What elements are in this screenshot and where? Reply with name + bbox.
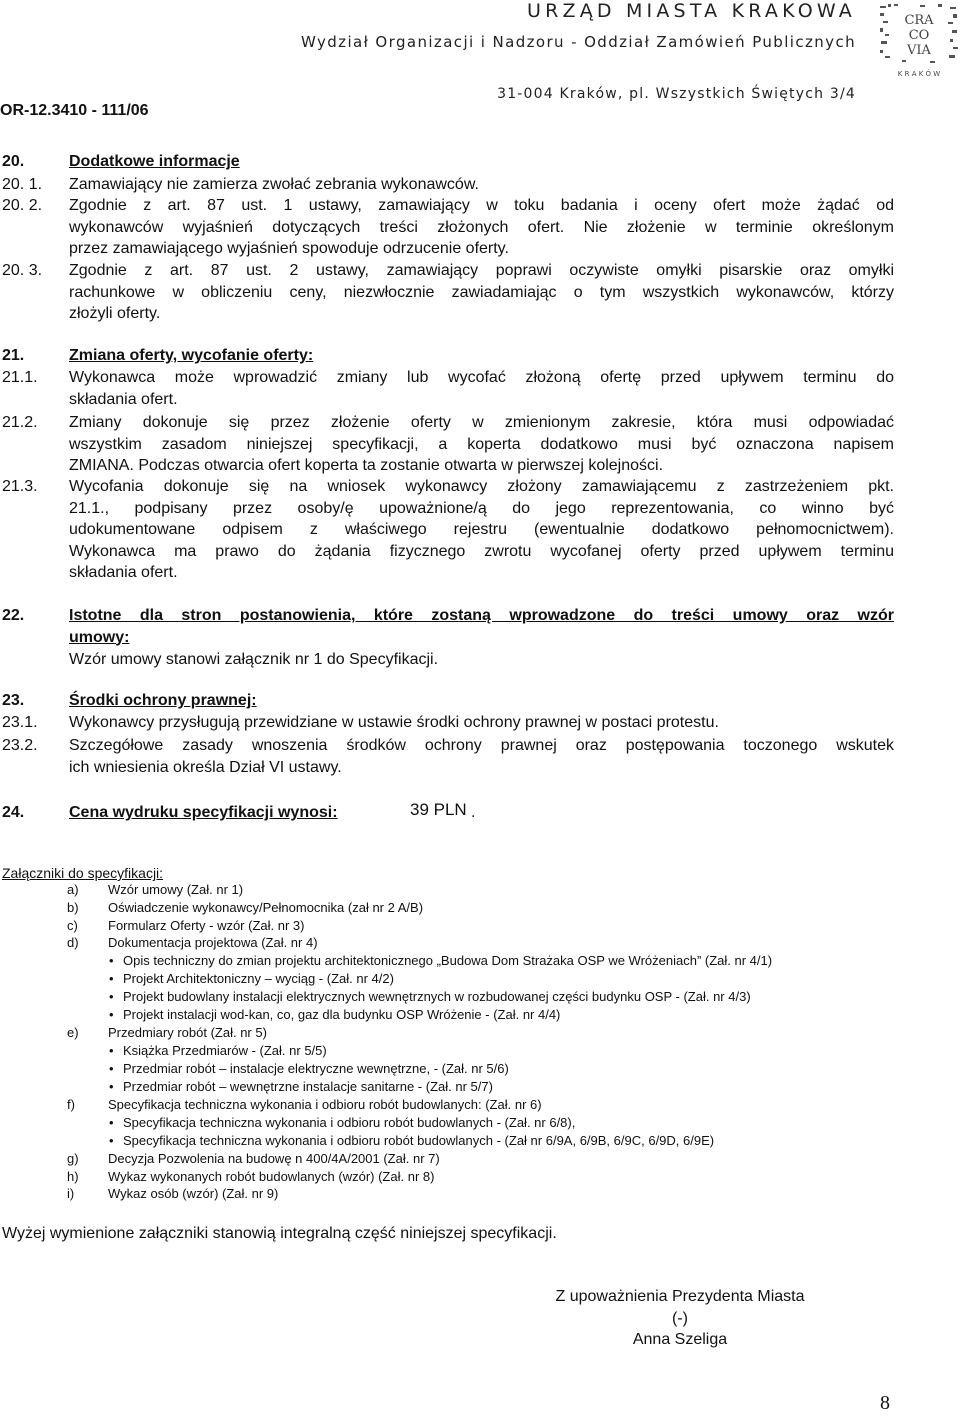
signature-authorization: Z upoważnienia Prezydenta Miasta bbox=[555, 1288, 805, 1305]
attachment-i-text: Wykaz osób (wzór) (Zał. nr 9) bbox=[108, 1186, 279, 1201]
item-23-2-number: 23.2. bbox=[2, 737, 38, 754]
attachment-e-sub-2: • Przedmiar robót – instalacje elektryczne wewnętrzne, - (Zał. nr 5/6) bbox=[123, 1061, 509, 1077]
item-20-2-line-3: przez zamawiającego wyjaśnień spowoduje odrzucenie oferty. bbox=[69, 240, 509, 257]
logo-text-via: VIA bbox=[907, 43, 931, 58]
attachment-i-label: i) bbox=[67, 1186, 75, 1201]
item-21-1-text bbox=[69, 367, 894, 410]
attachment-e-sub-3: • Przedmiar robót – wewnętrzne instalacje sanitarne - (Zał. nr 5/7) bbox=[123, 1079, 493, 1095]
attachment-d-sub-2: • Projekt Architektoniczny – wyciąg - (Zał. nr 4/2) bbox=[123, 971, 394, 987]
page-number: 8 bbox=[880, 1392, 890, 1414]
item-23-1-number: 23.1. bbox=[2, 714, 38, 731]
attachment-d-label: d) bbox=[67, 935, 79, 950]
item-21-1-line-2: składania ofert. bbox=[69, 390, 178, 408]
item-23-2-text bbox=[69, 735, 894, 778]
item-21-3-line-4: Wykonawca ma prawo do żądania fizycznego zwrotu wycofanej oferty przed upływem terminu bbox=[69, 542, 894, 560]
attachment-c-label: c) bbox=[67, 918, 78, 933]
cracovia-logo bbox=[880, 4, 958, 80]
signature-mark: (-) bbox=[672, 1309, 688, 1327]
section-20-number: 20. bbox=[2, 153, 25, 170]
attachments-heading: Załączniki do specyfikacji: bbox=[2, 865, 164, 881]
item-23-2-line-1: Szczegółowe zasady wnoszenia środków ochrony prawnej oraz postępowania toczonego wskutek bbox=[69, 737, 894, 754]
item-20-1-text: Zamawiający nie zamierza zwołać zebrania wykonawców. bbox=[69, 176, 479, 193]
attachment-e-label: e) bbox=[67, 1025, 79, 1040]
item-21-2-line-2: wszystkim zasadom niniejszej specyfikacji, a koperta dodatkowo musi być oznaczona napisem bbox=[69, 435, 894, 453]
attachment-e-text: Przedmiary robót (Zał. nr 5) bbox=[108, 1025, 267, 1040]
item-21-1-number: 21.1. bbox=[2, 369, 38, 386]
item-21-2-line-1: Zmiany dokonuje się przez złożenie oferty w zmienionym zakresie, która musi odpowiadać bbox=[69, 414, 894, 431]
signature-block bbox=[520, 1286, 840, 1351]
item-21-2-line-3: ZMIANA. Podczas otwarcia ofert koperta ta zostanie otwarta w pierwszej kolejności. bbox=[69, 457, 664, 474]
spec-price-period: . bbox=[471, 804, 476, 821]
item-20-3-number: 20. 3. bbox=[2, 262, 43, 279]
item-21-1-line-1: Wykonawca może wprowadzić zmiany lub wycofać złożoną ofertę przed upływem terminu do bbox=[69, 369, 894, 386]
item-21-3-line-1: Wycofania dokonuje się na wniosek wykonawcy złożony zamawiającemu z zastrzeżeniem pkt. bbox=[69, 478, 894, 495]
item-20-3-line-3: złożyli oferty. bbox=[69, 305, 161, 322]
closing-statement: Wyżej wymienione załączniki stanowią integralną część niniejszej specyfikacji. bbox=[2, 1225, 557, 1242]
item-21-3-line-3: udokumentowane odpisem z właściwego rejestru (ewentualnie dodatkowo pełnomocnictwem). bbox=[69, 521, 894, 538]
section-22-title bbox=[69, 605, 894, 648]
section-24-title: Cena wydruku specyfikacji wynosi: bbox=[69, 804, 338, 821]
item-20-3-line-2: rachunkowe w obliczeniu ceny, niezwłocznie zawiadamiając o tym wszystkich wykonawców, którzy bbox=[69, 283, 894, 301]
attachment-f-sub-1: • Specyfikacja techniczna wykonania i odbioru robót budowlanych - (Zał. nr 6/8), bbox=[123, 1115, 575, 1131]
section-22-title-line-1: Istotne dla stron postanowienia, które zostaną wprowadzone do treści umowy oraz wzór bbox=[69, 607, 894, 624]
item-23-2-line-2: ich wniesienia określa Dział VI ustawy. bbox=[69, 758, 342, 776]
department-name: Wydział Organizacji i Nadzoru - Oddział Zamówień Publicznych bbox=[301, 33, 856, 51]
attachment-e-sub-1: • Książka Przedmiarów - (Zał. nr 5/5) bbox=[123, 1043, 327, 1059]
attachment-b-label: b) bbox=[67, 900, 79, 915]
item-20-2-number: 20. 2. bbox=[2, 197, 43, 214]
item-21-3-number: 21.3. bbox=[2, 478, 38, 495]
item-20-2-line-2: wykonawców wyjaśnień dotyczących treści złożonych ofert. Nie złożenie w terminie określonym bbox=[69, 218, 894, 236]
item-20-1-number: 20. 1. bbox=[2, 176, 43, 193]
item-21-3-line-2: 21.1., podpisany przez osoby/ę upoważnione/ą do jego reprezentowania, co winno być bbox=[69, 499, 894, 517]
item-21-2-text bbox=[69, 412, 894, 477]
item-20-2-text bbox=[69, 195, 894, 260]
reference-number: OR-12.3410 - 111/06 bbox=[0, 102, 149, 119]
attachment-h-label: h) bbox=[67, 1169, 79, 1184]
spec-price-value: 39 PLN bbox=[410, 800, 467, 819]
attachment-d-text: Dokumentacja projektowa (Zał. nr 4) bbox=[108, 935, 318, 950]
section-21-number: 21. bbox=[2, 347, 25, 364]
attachment-d-sub-1: • Opis techniczny do zmian projektu architektonicznego „Budowa Dom Strażaka OSP we Wróżeniach” (Zał. nr 4/1) bbox=[123, 953, 772, 969]
item-20-3-line-1: Zgodnie z art. 87 ust. 2 ustawy, zamawiający poprawi oczywiste omyłki pisarskie oraz omyłki bbox=[69, 262, 894, 279]
attachment-c-text: Formularz Oferty - wzór (Zał. nr 3) bbox=[108, 918, 305, 933]
attachment-h-text: Wykaz wykonanych robót budowlanych (wzór) (Zał. nr 8) bbox=[108, 1169, 435, 1184]
section-22-title-line-2: umowy: bbox=[69, 628, 130, 646]
attachment-d-sub-3: • Projekt budowlany instalacji elektrycznych wewnętrznych w rozbudowanej części budynku OSP - (Zał. nr 4/3) bbox=[123, 989, 751, 1005]
logo-text-co: CO bbox=[908, 28, 930, 43]
section-22-text: Wzór umowy stanowi załącznik nr 1 do Specyfikacji. bbox=[69, 651, 439, 668]
attachment-f-text: Specyfikacja techniczna wykonania i odbioru robót budowlanych: (Zał. nr 6) bbox=[108, 1097, 542, 1112]
item-20-3-text bbox=[69, 260, 894, 325]
item-23-1-text: Wykonawcy przysługują przewidziane w ustawie środki ochrony prawnej w postaci protestu. bbox=[69, 714, 719, 731]
attachment-g-label: g) bbox=[67, 1151, 79, 1166]
attachment-a-label: a) bbox=[67, 882, 79, 897]
institution-name: URZĄD MIASTA KRAKOWA bbox=[526, 0, 856, 22]
attachment-g-text: Decyzja Pozwolenia na budowę n 400/4A/2001 (Zał. nr 7) bbox=[108, 1151, 440, 1166]
item-21-3-text bbox=[69, 476, 894, 584]
signature-name: Anna Szeliga bbox=[632, 1331, 728, 1348]
section-23-number: 23. bbox=[2, 692, 25, 709]
attachment-f-label: f) bbox=[67, 1097, 75, 1112]
attachment-b-text: Oświadczenie wykonawcy/Pełnomocnika (zał nr 2 A/B) bbox=[108, 900, 424, 915]
item-21-3-line-5: składania ofert. bbox=[69, 564, 178, 581]
office-address: 31-004 Kraków, pl. Wszystkich Świętych 3/4 bbox=[497, 86, 856, 102]
logo-text-cra: CRA bbox=[904, 13, 934, 28]
logo-text-city: K R A K Ó W bbox=[897, 70, 941, 78]
section-23-title: Środki ochrony prawnej: bbox=[69, 692, 257, 709]
section-22-number: 22. bbox=[2, 607, 25, 624]
item-20-2-line-1: Zgodnie z art. 87 ust. 1 ustawy, zamawiający w toku badania i oceny ofert może żądać od bbox=[69, 197, 894, 214]
attachment-a-text: Wzór umowy (Zał. nr 1) bbox=[108, 882, 244, 897]
attachment-f-sub-2: • Specyfikacja techniczna wykonania i odbioru robót budowlanych - (Zał nr 6/9A, 6/9B, 6/9C, 6/9D, 6/9E) bbox=[123, 1133, 714, 1149]
section-21-title: Zmiana oferty, wycofanie oferty: bbox=[69, 347, 314, 364]
section-20-title: Dodatkowe informacje bbox=[69, 153, 240, 170]
section-24-number: 24. bbox=[2, 804, 25, 821]
attachment-d-sub-4: • Projekt instalacji wod-kan, co, gaz dla budynku OSP Wróżenie - (Zał. nr 4/4) bbox=[123, 1007, 560, 1023]
item-21-2-number: 21.2. bbox=[2, 414, 38, 431]
